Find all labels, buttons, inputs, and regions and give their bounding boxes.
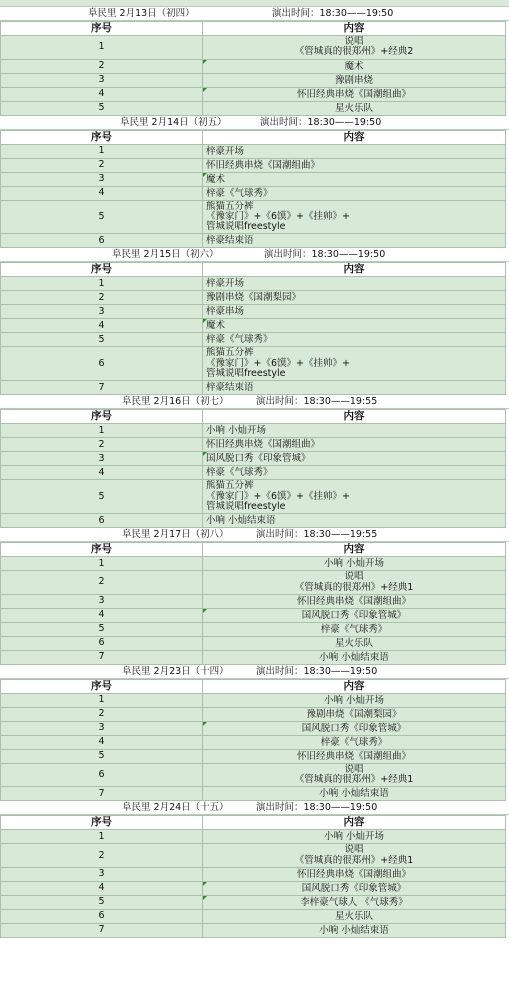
content-line: 管城说唱freestyle (206, 500, 286, 512)
content-line: 小响 小灿开场 (323, 694, 385, 706)
table-row[interactable] (1, 101, 506, 115)
row-number[interactable]: 4 (1, 735, 203, 749)
table-row[interactable] (1, 200, 506, 234)
row-number[interactable]: 5 (1, 896, 203, 910)
content-line: 小响 小灿开场 (206, 425, 267, 437)
cell-comment-marker (203, 896, 207, 900)
table-row[interactable] (1, 622, 506, 636)
content-line: 怀旧经典串烧《国潮组曲》 (296, 750, 411, 762)
header-content: 内容 (203, 816, 506, 830)
content-line: 小响 小灿结束语 (319, 651, 389, 663)
row-number[interactable]: 2 (1, 438, 203, 452)
content-line: 梓豪开场 (206, 278, 245, 290)
content-line: 魔术 (344, 60, 364, 72)
row-number[interactable]: 2 (1, 158, 203, 172)
row-content[interactable] (203, 868, 506, 882)
cell-comment-marker (203, 609, 207, 613)
content-line: 《管城真的很郑州》+经典1 (294, 581, 414, 593)
header-seq: 序号 (1, 543, 203, 557)
table-row[interactable] (1, 438, 506, 452)
row-number[interactable]: 4 (1, 186, 203, 200)
header-content: 内容 (203, 679, 506, 693)
table-row[interactable] (1, 36, 506, 60)
table-row[interactable] (1, 59, 506, 73)
table-row[interactable] (1, 787, 506, 801)
table-row[interactable] (1, 305, 506, 319)
block-showtime: 演出时间：18:30——19:55 (256, 529, 378, 541)
row-number[interactable]: 5 (1, 200, 203, 234)
header-row (1, 410, 506, 424)
row-content[interactable] (203, 381, 506, 395)
row-content[interactable] (203, 438, 506, 452)
header-row (1, 816, 506, 830)
content-line: 豫剧串烧《国潮梨园》 (306, 708, 402, 720)
content-line: 小响 小灿结束语 (319, 925, 389, 937)
content-line: 李梓豪气球人 《气球秀》 (300, 897, 408, 909)
row-content[interactable] (203, 763, 506, 787)
table-row[interactable] (1, 721, 506, 735)
row-content[interactable] (203, 234, 506, 248)
table-row[interactable] (1, 830, 506, 844)
header-row (1, 263, 506, 277)
content-line: 豫剧串烧 (334, 74, 373, 86)
row-number[interactable]: 6 (1, 763, 203, 787)
cell-comment-marker (203, 319, 207, 323)
block-title (0, 7, 509, 21)
row-number[interactable]: 2 (1, 571, 203, 595)
schedule-table (0, 679, 506, 802)
table-row[interactable] (1, 735, 506, 749)
row-number[interactable]: 5 (1, 622, 203, 636)
row-content[interactable] (203, 480, 506, 514)
cell-comment-marker (203, 60, 207, 64)
content-line: 梓豪结束语 (206, 382, 254, 394)
content-line: 小响 小灿开场 (323, 558, 385, 570)
content-line: 怀旧经典串烧《国潮组曲》 (296, 88, 411, 100)
header-seq: 序号 (1, 22, 203, 36)
row-number[interactable]: 6 (1, 234, 203, 248)
row-number[interactable]: 6 (1, 910, 203, 924)
table-row[interactable] (1, 896, 506, 910)
block-title (0, 116, 509, 130)
content-line: 小响 小灿结束语 (206, 515, 276, 527)
row-content[interactable] (203, 882, 506, 896)
row-content[interactable] (203, 466, 506, 480)
header-seq: 序号 (1, 679, 203, 693)
row-content[interactable] (203, 36, 506, 60)
row-content[interactable] (203, 693, 506, 707)
row-content[interactable] (203, 452, 506, 466)
content-line: 《豫家门》+《6馍》+《挂帅》+ (206, 357, 350, 369)
block-title (0, 801, 509, 815)
content-line: 星火乐队 (334, 102, 373, 114)
row-content[interactable] (203, 73, 506, 87)
schedule-table (0, 21, 506, 116)
row-number[interactable]: 7 (1, 787, 203, 801)
row-content[interactable] (203, 514, 506, 528)
table-row[interactable] (1, 480, 506, 514)
header-content: 内容 (203, 22, 506, 36)
content-line: 星火乐队 (334, 911, 373, 923)
row-content[interactable] (203, 333, 506, 347)
content-line: 梓豪《气球秀》 (206, 467, 273, 479)
row-content[interactable] (203, 101, 506, 115)
row-number[interactable]: 1 (1, 557, 203, 571)
row-number[interactable]: 3 (1, 305, 203, 319)
row-number[interactable]: 1 (1, 830, 203, 844)
row-content[interactable] (203, 144, 506, 158)
cell-comment-marker (203, 882, 207, 886)
content-line: 《管城真的很郑州》+经典1 (294, 774, 414, 786)
row-content[interactable] (203, 59, 506, 73)
row-content[interactable] (203, 200, 506, 234)
content-line: 说唱 (344, 36, 364, 47)
row-content[interactable] (203, 910, 506, 924)
content-line: 怀旧经典串烧《国潮组曲》 (206, 159, 321, 171)
row-number[interactable]: 3 (1, 594, 203, 608)
block-showtime: 演出时间：18:30——19:50 (272, 8, 394, 19)
row-content[interactable] (203, 172, 506, 186)
content-line: 熊猫五分裤 (206, 200, 254, 212)
row-number[interactable]: 3 (1, 73, 203, 87)
row-content[interactable] (203, 636, 506, 650)
content-line: 梓豪串场 (206, 306, 245, 318)
table-row[interactable] (1, 763, 506, 787)
table-row[interactable] (1, 571, 506, 595)
row-content[interactable] (203, 787, 506, 801)
content-line: 怀旧经典串烧《国潮组曲》 (296, 869, 411, 881)
content-line: 小响 小灿结束语 (319, 788, 389, 800)
row-number[interactable]: 5 (1, 101, 203, 115)
header-row (1, 130, 506, 144)
header-content: 内容 (203, 130, 506, 144)
row-number[interactable]: 2 (1, 291, 203, 305)
content-line: 管城说唱freestyle (206, 368, 286, 380)
content-line: 国风脱口秀《印象管城》 (301, 609, 407, 621)
row-content[interactable] (203, 186, 506, 200)
block-date: 阜民里 2月15日（初六） (112, 249, 219, 261)
row-content[interactable] (203, 594, 506, 608)
row-content[interactable] (203, 291, 506, 305)
content-line: 梓豪《气球秀》 (320, 623, 388, 635)
table-row[interactable] (1, 234, 506, 248)
row-number[interactable]: 2 (1, 844, 203, 868)
row-number[interactable]: 2 (1, 59, 203, 73)
row-number[interactable]: 6 (1, 636, 203, 650)
table-row[interactable] (1, 608, 506, 622)
content-line: 熊猫五分裤 (206, 480, 254, 492)
row-number[interactable]: 4 (1, 882, 203, 896)
table-row[interactable] (1, 452, 506, 466)
schedule-table (0, 542, 506, 665)
content-line: 魔术 (206, 320, 226, 332)
row-number[interactable]: 4 (1, 608, 203, 622)
table-row[interactable] (1, 277, 506, 291)
row-number[interactable]: 6 (1, 514, 203, 528)
table-row[interactable] (1, 557, 506, 571)
cell-comment-marker (203, 88, 207, 92)
row-number[interactable]: 4 (1, 319, 203, 333)
table-row[interactable] (1, 87, 506, 101)
row-content[interactable] (203, 571, 506, 595)
table-row[interactable] (1, 693, 506, 707)
table-row[interactable] (1, 650, 506, 664)
block-showtime: 演出时间：18:30——19:50 (264, 249, 386, 261)
schedule-table (0, 815, 506, 938)
content-line: 《管城真的很郑州》+经典2 (294, 46, 414, 58)
top-row-strip (0, 0, 509, 7)
row-number[interactable]: 1 (1, 693, 203, 707)
row-number[interactable]: 7 (1, 381, 203, 395)
block-showtime: 演出时间：18:30——19:50 (260, 116, 382, 128)
content-line: 梓豪开场 (206, 145, 245, 157)
content-line: 《豫家门》+《6馍》+《挂帅》+ (206, 210, 350, 222)
table-row[interactable] (1, 910, 506, 924)
table-row[interactable] (1, 347, 506, 381)
table-row[interactable] (1, 882, 506, 896)
header-seq: 序号 (1, 263, 203, 277)
block-title (0, 665, 509, 679)
row-content[interactable] (203, 924, 506, 938)
content-line: 《豫家门》+《6馍》+《挂帅》+ (206, 490, 350, 502)
content-line: 说唱 (344, 571, 364, 583)
row-number[interactable]: 5 (1, 749, 203, 763)
row-number[interactable]: 4 (1, 466, 203, 480)
row-content[interactable] (203, 319, 506, 333)
header-content: 内容 (203, 263, 506, 277)
block-date: 阜民里 2月13日（初四） (88, 8, 195, 19)
header-seq: 序号 (1, 816, 203, 830)
row-number[interactable]: 5 (1, 480, 203, 514)
table-row[interactable] (1, 319, 506, 333)
content-line: 怀旧经典串烧《国潮组曲》 (206, 439, 321, 451)
content-line: 梓豪《气球秀》 (320, 736, 388, 748)
content-line: 豫剧串烧《国潮梨园》 (206, 292, 302, 304)
header-row (1, 22, 506, 36)
row-number[interactable]: 3 (1, 172, 203, 186)
row-content[interactable] (203, 707, 506, 721)
row-content[interactable] (203, 896, 506, 910)
table-row[interactable] (1, 144, 506, 158)
content-line: 星火乐队 (334, 637, 373, 649)
table-row[interactable] (1, 73, 506, 87)
row-content[interactable] (203, 87, 506, 101)
table-row[interactable] (1, 594, 506, 608)
table-row[interactable] (1, 924, 506, 938)
block-showtime: 演出时间：18:30——19:50 (256, 802, 378, 814)
table-row[interactable] (1, 868, 506, 882)
content-line: 梓豪《气球秀》 (206, 187, 273, 199)
row-content[interactable] (203, 608, 506, 622)
content-line: 国风脱口秀《印象管城》 (206, 453, 311, 465)
header-seq: 序号 (1, 130, 203, 144)
schedule-blocks (0, 7, 509, 938)
row-content[interactable] (203, 305, 506, 319)
block-title (0, 395, 509, 409)
row-content[interactable] (203, 347, 506, 381)
row-content[interactable] (203, 277, 506, 291)
row-content[interactable] (203, 749, 506, 763)
block-showtime: 演出时间：18:30——19:50 (256, 665, 378, 677)
header-content: 内容 (203, 543, 506, 557)
table-row[interactable] (1, 636, 506, 650)
row-number[interactable]: 5 (1, 333, 203, 347)
table-row[interactable] (1, 381, 506, 395)
row-number[interactable]: 7 (1, 924, 203, 938)
header-row (1, 543, 506, 557)
row-number[interactable]: 1 (1, 36, 203, 60)
row-number[interactable]: 4 (1, 87, 203, 101)
row-number[interactable]: 2 (1, 707, 203, 721)
table-row[interactable] (1, 172, 506, 186)
table-row[interactable] (1, 514, 506, 528)
content-line: 魔术 (206, 173, 226, 185)
content-line: 小响 小灿开场 (323, 831, 385, 843)
table-row[interactable] (1, 333, 506, 347)
block-showtime: 演出时间：18:30——19:55 (256, 396, 378, 408)
row-content[interactable] (203, 844, 506, 868)
table-row[interactable] (1, 707, 506, 721)
row-number[interactable]: 1 (1, 424, 203, 438)
content-line: 梓豪《气球秀》 (206, 334, 273, 346)
table-row[interactable] (1, 466, 506, 480)
block-title (0, 248, 509, 262)
table-row[interactable] (1, 291, 506, 305)
header-content: 内容 (203, 410, 506, 424)
block-date: 阜民里 2月24日（十五） (122, 802, 229, 814)
row-content[interactable] (203, 650, 506, 664)
row-number[interactable]: 1 (1, 277, 203, 291)
row-content[interactable] (203, 622, 506, 636)
block-date: 阜民里 2月14日（初五） (120, 116, 227, 128)
row-content[interactable] (203, 424, 506, 438)
cell-comment-marker (203, 452, 207, 456)
content-line: 梓豪结束语 (206, 235, 254, 247)
row-number[interactable]: 3 (1, 452, 203, 466)
table-row[interactable] (1, 186, 506, 200)
row-number[interactable]: 1 (1, 144, 203, 158)
row-content[interactable] (203, 735, 506, 749)
content-line: 国风脱口秀《印象管城》 (301, 883, 407, 895)
table-row[interactable] (1, 158, 506, 172)
row-number[interactable]: 6 (1, 347, 203, 381)
row-content[interactable] (203, 830, 506, 844)
content-line: 管城说唱freestyle (206, 221, 286, 233)
row-number[interactable]: 7 (1, 650, 203, 664)
row-content[interactable] (203, 557, 506, 571)
content-line: 国风脱口秀《印象管城》 (301, 722, 407, 734)
row-number[interactable]: 3 (1, 868, 203, 882)
schedule-table (0, 409, 506, 528)
table-row[interactable] (1, 424, 506, 438)
content-line: 说唱 (344, 763, 364, 775)
content-line: 说唱 (344, 844, 364, 856)
cell-comment-marker (203, 173, 207, 177)
table-row[interactable] (1, 844, 506, 868)
content-line: 《管城真的很郑州》+经典1 (294, 854, 414, 866)
block-date: 阜民里 2月23日（十四） (122, 665, 229, 677)
row-number[interactable]: 3 (1, 721, 203, 735)
row-content[interactable] (203, 158, 506, 172)
header-row (1, 679, 506, 693)
table-row[interactable] (1, 749, 506, 763)
block-date: 阜民里 2月17日（初八） (122, 529, 229, 541)
schedule-table (0, 262, 506, 395)
content-line: 熊猫五分裤 (206, 347, 254, 359)
header-seq: 序号 (1, 410, 203, 424)
schedule-table (0, 130, 506, 249)
block-date: 阜民里 2月16日（初七） (122, 396, 229, 408)
row-content[interactable] (203, 721, 506, 735)
cell-comment-marker (203, 722, 207, 726)
block-title (0, 528, 509, 542)
content-line: 怀旧经典串烧《国潮组曲》 (296, 595, 411, 607)
